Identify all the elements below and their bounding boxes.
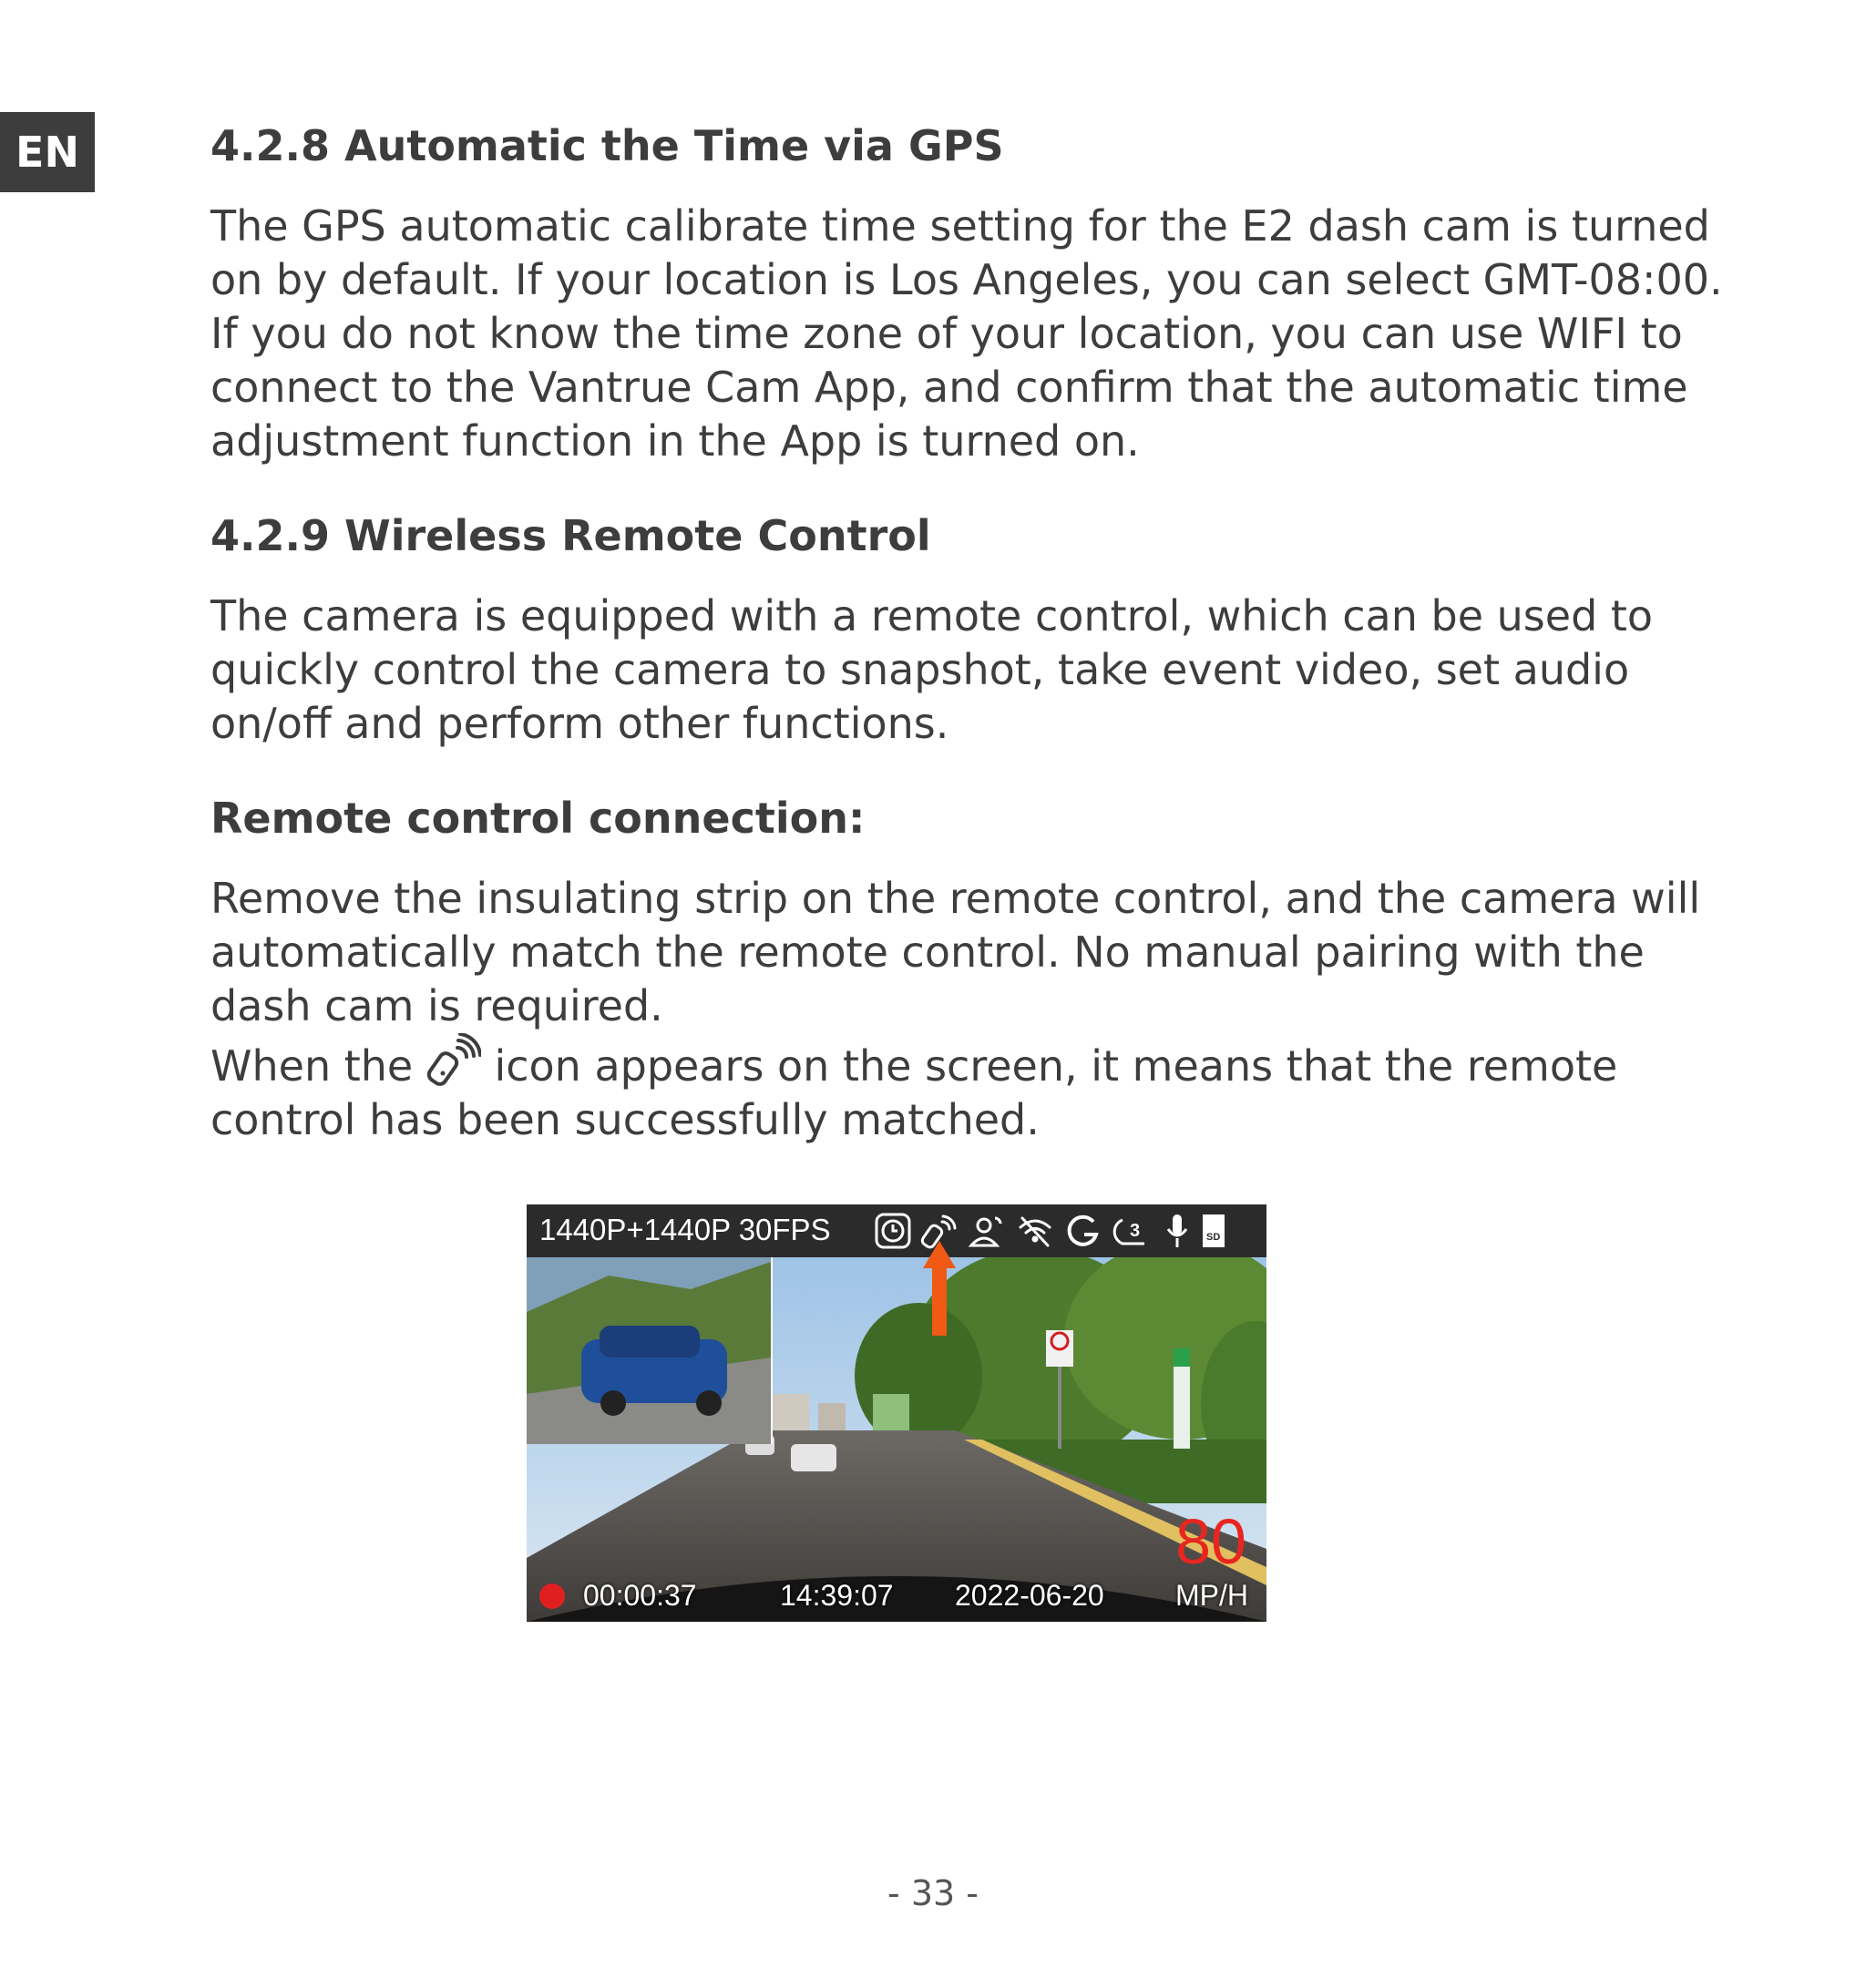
paragraph-line: connect to the Vantrue Cam App, and confirm that the automatic time bbox=[210, 363, 1688, 412]
clock-time: 14:39:07 bbox=[780, 1579, 894, 1612]
sd-card-icon bbox=[1194, 1211, 1234, 1251]
speed-value: 80 bbox=[1175, 1506, 1246, 1577]
dashcam-screen-image bbox=[527, 1204, 1266, 1622]
paragraph-line: If you do not know the time zone of your location, you can use WIFI to bbox=[210, 309, 1683, 358]
icon-line-after: icon appears on the screen, it means that the remote bbox=[494, 1041, 1618, 1091]
resolution-label: 1440P+1440P 30FPS bbox=[539, 1213, 831, 1246]
section-4-2-9-title: 4.2.9 Wireless Remote Control bbox=[210, 511, 931, 560]
paragraph-line: quickly control the camera to snapshot, take event video, set audio bbox=[210, 645, 1630, 694]
page-content bbox=[210, 117, 1732, 1147]
paragraph-line: adjustment function in the App is turned on. bbox=[210, 416, 1140, 466]
paragraph-line: control has been successfully matched. bbox=[210, 1095, 1040, 1144]
page-number: - 33 - bbox=[887, 1873, 979, 1913]
paragraph-line: Remove the insulating strip on the remote control, and the camera will bbox=[210, 874, 1701, 923]
loop-label: 3 bbox=[1130, 1221, 1141, 1241]
remote-icon bbox=[426, 1033, 481, 1088]
recording-time: 00:00:37 bbox=[583, 1579, 697, 1612]
icon-line-before: When the bbox=[210, 1041, 414, 1091]
status-bar bbox=[527, 1204, 1266, 1257]
wifi-off-icon bbox=[1015, 1211, 1055, 1251]
paragraph-line: The GPS automatic calibrate time setting for the E2 dash cam is turned bbox=[210, 201, 1710, 251]
pointer-arrow-icon bbox=[923, 1241, 956, 1336]
paragraph-line bbox=[210, 1033, 1732, 1093]
clock-icon bbox=[873, 1211, 913, 1251]
gps-icon bbox=[1062, 1211, 1102, 1251]
paragraph-line: on by default. If your location is Los Angeles, you can select GMT-08:00. bbox=[210, 255, 1723, 304]
info-bar bbox=[527, 1576, 1266, 1622]
road-scene bbox=[527, 1257, 1266, 1622]
paragraph-line: dash cam is required. bbox=[210, 981, 663, 1030]
recording-dot-icon bbox=[539, 1583, 565, 1609]
paragraph-line: The camera is equipped with a remote control, which can be used to bbox=[210, 591, 1654, 640]
language-tab: EN bbox=[0, 112, 95, 192]
connection-subtitle: Remote control connection: bbox=[210, 794, 866, 843]
parking-person-icon bbox=[968, 1211, 1008, 1251]
date: 2022-06-20 bbox=[955, 1579, 1104, 1612]
section-4-2-8-title: 4.2.8 Automatic the Time via GPS bbox=[210, 121, 1004, 170]
paragraph-line: automatically match the remote control. No manual pairing with the bbox=[210, 927, 1645, 977]
microphone-icon bbox=[1157, 1211, 1197, 1251]
loop-recording-icon bbox=[1110, 1211, 1150, 1251]
sd-label: SD bbox=[1206, 1232, 1221, 1243]
speed-unit: MP/H bbox=[1175, 1579, 1248, 1612]
paragraph-line: on/off and perform other functions. bbox=[210, 699, 949, 748]
